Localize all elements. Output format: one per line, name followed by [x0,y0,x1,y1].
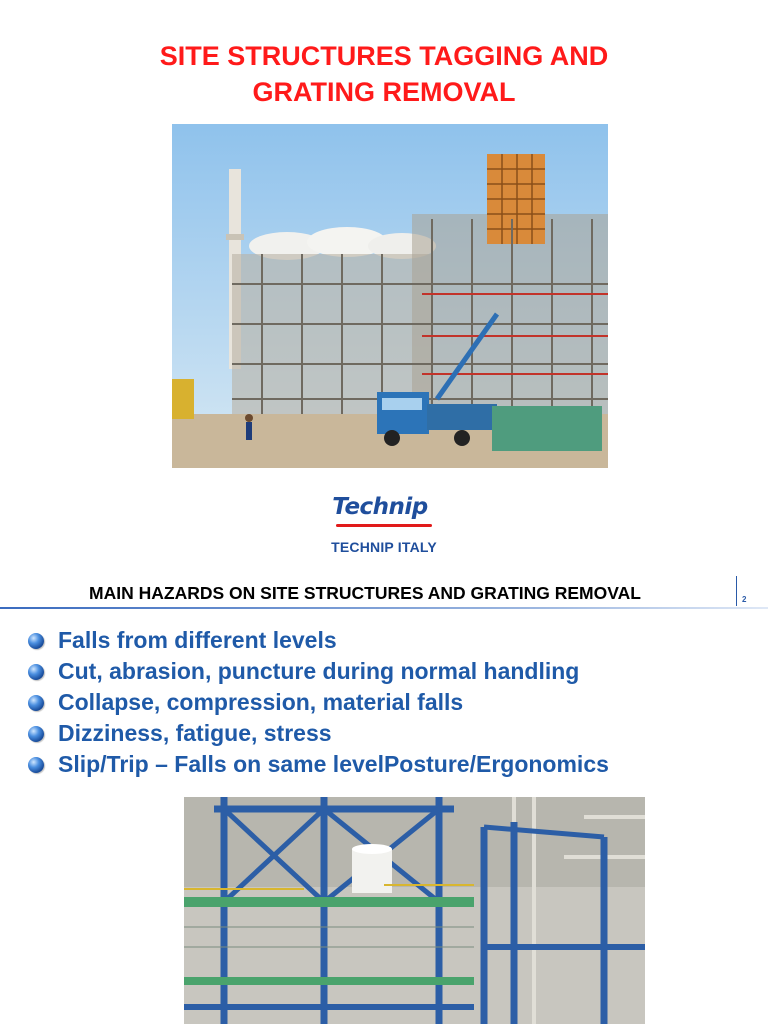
hazard-text: Falls from different levels [58,627,337,653]
blue-sphere-bullet-icon [28,695,44,711]
blue-sphere-bullet-icon [28,633,44,649]
blue-sphere-bullet-icon [28,726,44,742]
company-name: TECHNIP ITALY [331,539,437,555]
slide-title-line-1: SITE STRUCTURES TAGGING AND [159,41,609,71]
hazards-heading: MAIN HAZARDS ON SITE STRUCTURES AND GRATING REMOVAL [89,583,641,603]
hazard-text: Cut, abrasion, puncture during normal handling [58,658,580,684]
blue-sphere-bullet-icon [28,757,44,773]
hazard-list [28,625,609,780]
hazard-item [28,749,609,780]
hazard-item [28,625,609,656]
plant-structure-photo [184,797,645,1024]
slide-title [0,38,768,110]
hazard-text: Collapse, compression, material falls [58,689,464,715]
construction-site-photo [172,124,608,468]
technip-logo-wordmark: Technip [332,494,428,520]
blue-sphere-bullet-icon [28,664,44,680]
technip-logo-swoosh [336,524,432,527]
heading-rule [0,607,768,609]
hazard-text: Slip/Trip – Falls on same levelPosture/Ergonomics [58,751,609,777]
hazard-text: Dizziness, fatigue, stress [58,720,332,746]
hazard-item [28,687,609,718]
slide-title-line-2: GRATING REMOVAL [252,77,516,107]
hazard-item [28,656,609,687]
heading-separator [736,576,737,606]
hazard-item [28,718,609,749]
page-number: 2 [742,595,747,604]
